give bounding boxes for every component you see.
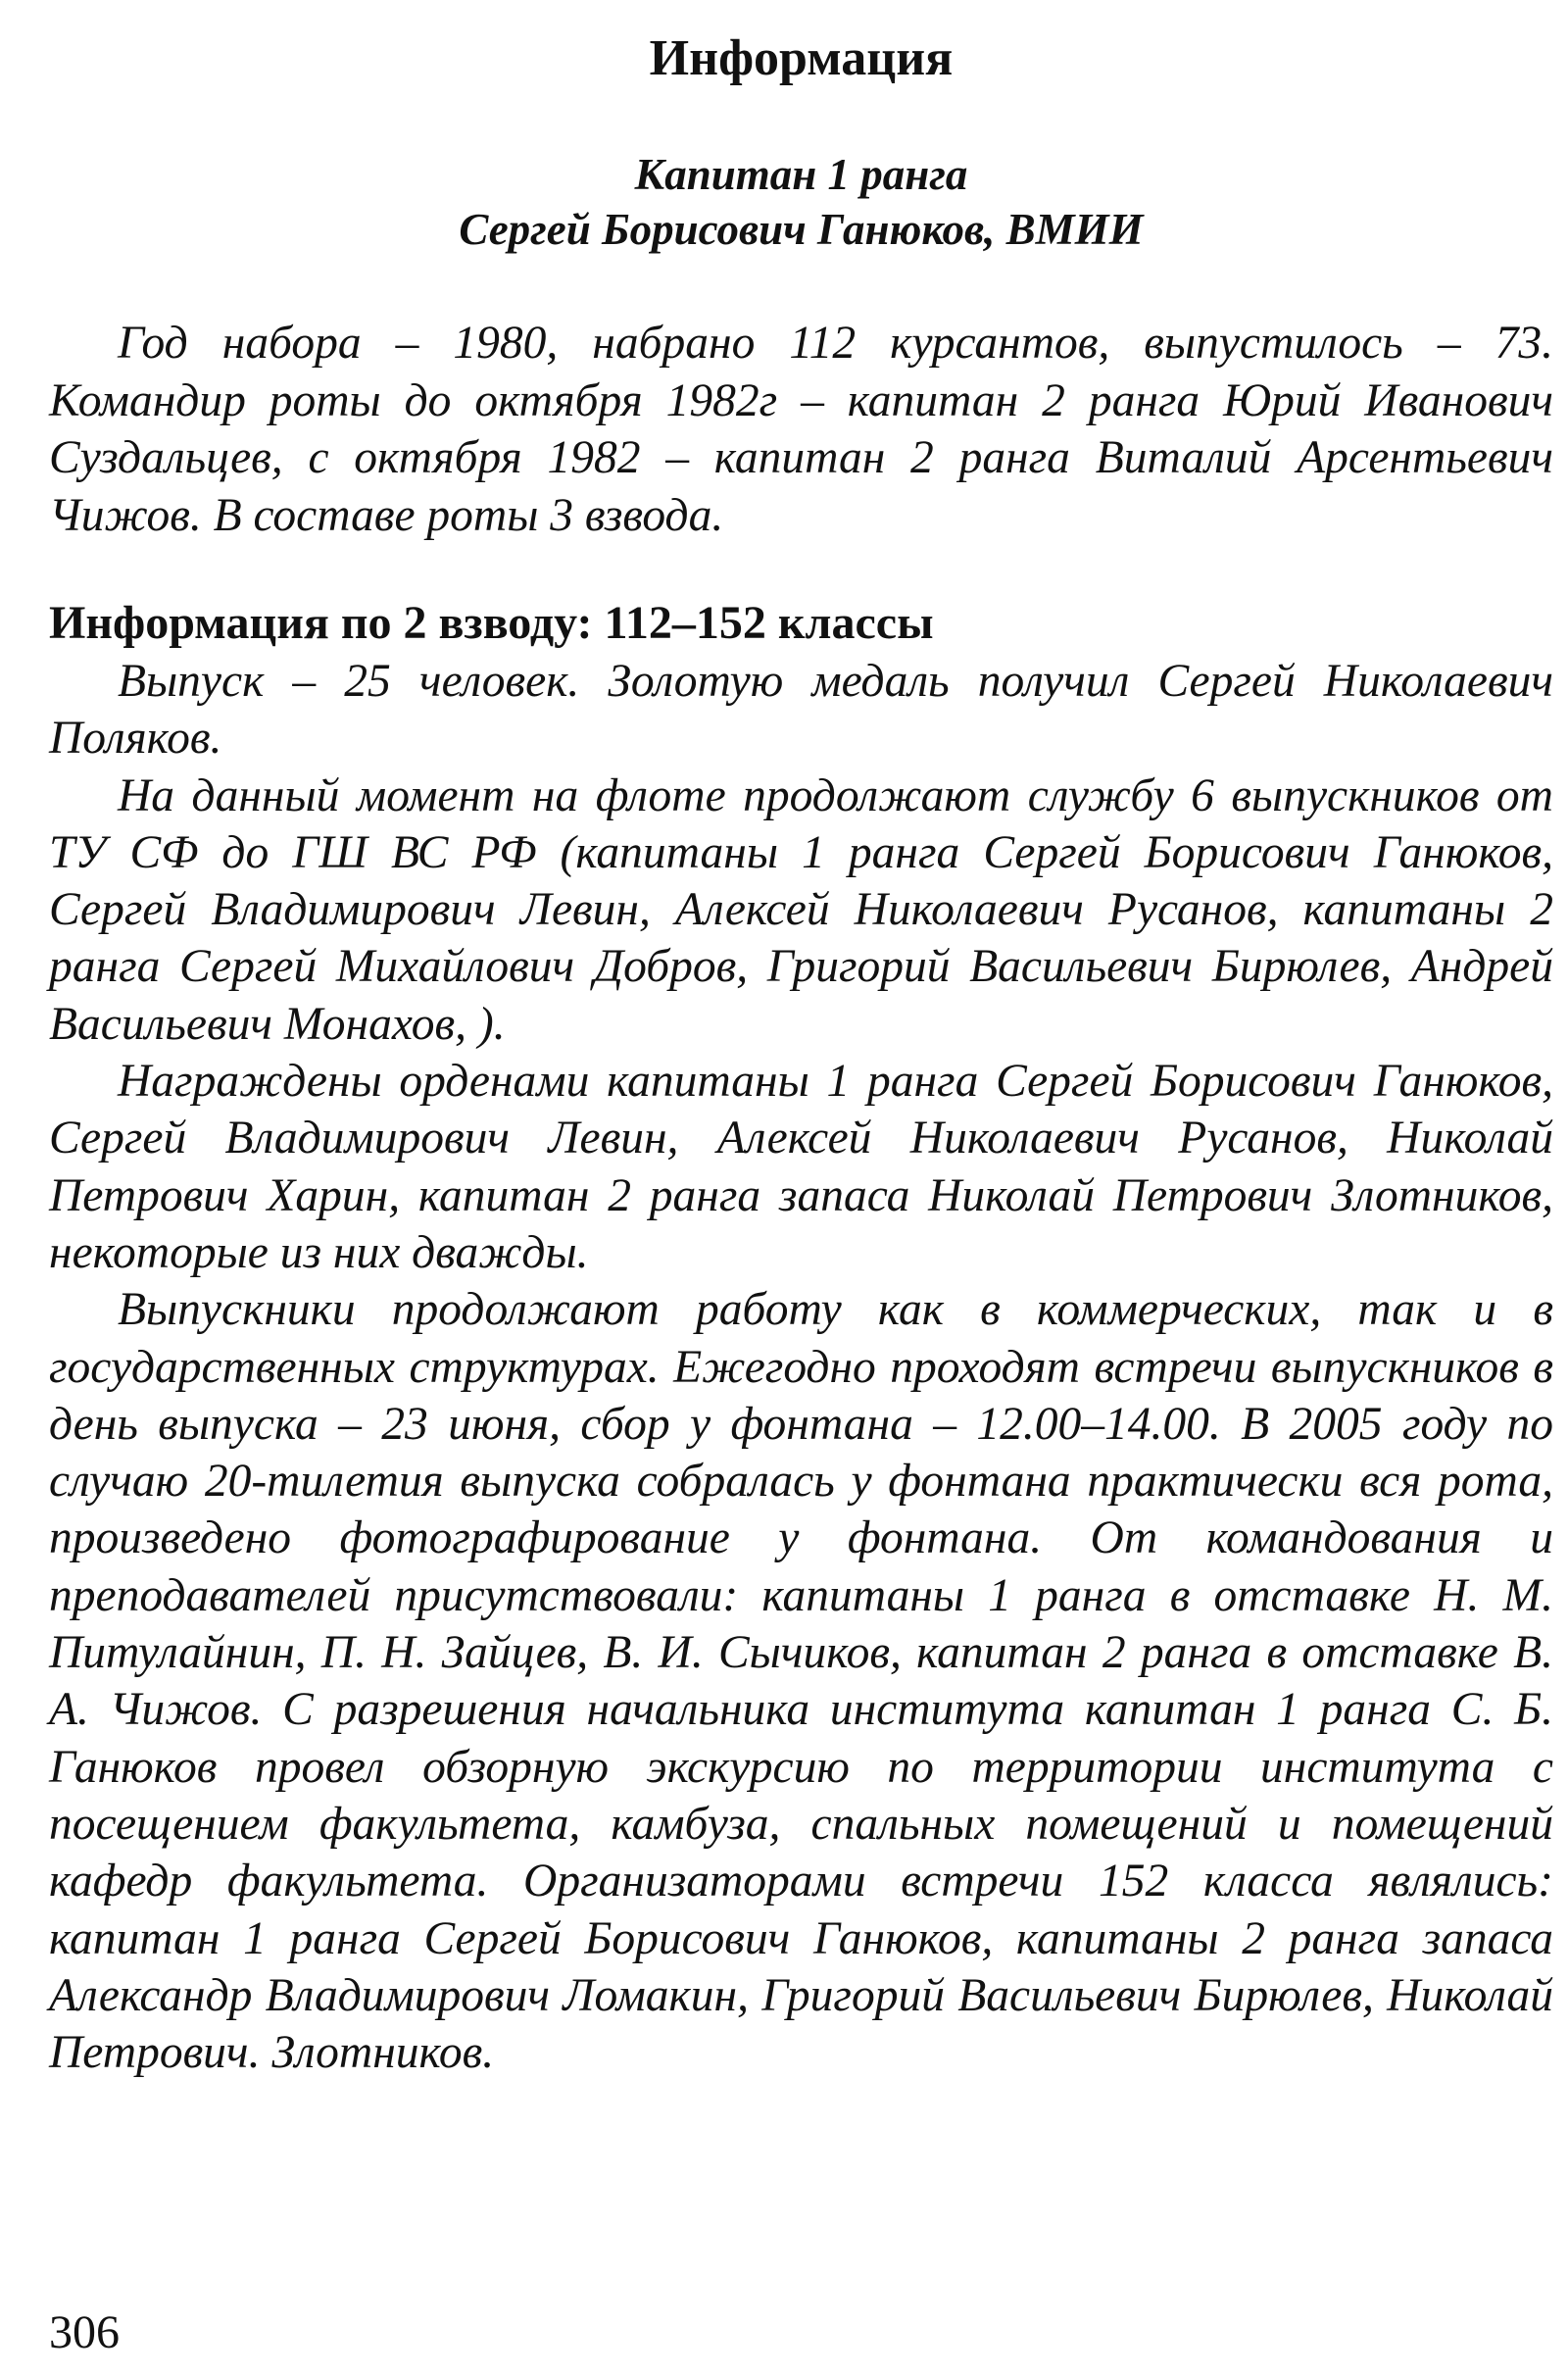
intro-paragraph: Год набора – 1980, набрано 112 курсантов, выпустилось – 73. Командир роты до октября 1982г – капитан 2 ранга Юрий Иванович Суздальцев, с октября 1982 – капитан 2 ранга Виталий Арсентьевич Чижов. В составе роты 3 взвода. <box>49 318 1553 541</box>
book-page <box>49 27 1553 2360</box>
paragraph-fleet-service: На данный момент на флоте продолжают службу 6 выпускников от ТУ СФ до ГШ ВС РФ (капитаны 1 ранга Сергей Борисович Ганюков, Сергей Владимирович Левин, Алексей Николаевич Русанов, капитаны 2 ранга Сергей Михайлович Добров, Григорий Васильевич Бирюлев, Андрей Васильевич Монахов, ). <box>49 769 1553 1050</box>
page-title: Информация <box>649 30 954 86</box>
paragraph-meetings: Выпускники продолжают работу как в коммерческих, так и в государственных структурах. Ежегодно проходят встречи выпускников в день выпуска – 23 июня, сбор у фонтана – 12.00–14.00. В 2005 году по случаю 20-тилетия выпуска собралась у фонтана практически вся рота, произведено фотографирование у фонтана. От командования и преподавателей присутствовали: капитаны 1 ранга в отставке Н. М. Питулайнин, П. Н. Зайцев, В. И. Сычиков, капитан 2 ранга в отставке В. А. Чижов. С разрешения начальника института капитан 1 ранга С. Б. Ганюков провел обзорную экскурсию по территории института с посещением факультета, камбуза, спальных помещений и помещений кафедр факультета. Организаторами встречи 152 класса являлись: капитан 1 ранга Сергей Борисович Ганюков, капитаны 2 ранга запаса Александр Владимирович Ломакин, Григорий Васильевич Бирюлев, Николай Петрович. Злотников. <box>49 1284 1553 2079</box>
author-name: Сергей Борисович Ганюков, ВМИИ <box>459 205 1144 254</box>
page-number: 306 <box>49 2306 120 2358</box>
section-heading: Информация по 2 взводу: 112–152 классы <box>49 597 934 649</box>
author-rank: Капитан 1 ранга <box>634 150 968 199</box>
paragraph-graduates: Выпуск – 25 человек. Золотую медаль получил Сергей Николаевич Поляков. <box>49 656 1553 765</box>
section-body <box>49 653 1553 2081</box>
paragraph-awards: Награждены орденами капитаны 1 ранга Сергей Борисович Ганюков, Сергей Владимирович Левин, Алексей Николаевич Русанов, Николай Петрович Харин, капитан 2 ранга запаса Николай Петрович Злотников, некоторые из них дважды. <box>49 1056 1553 1278</box>
